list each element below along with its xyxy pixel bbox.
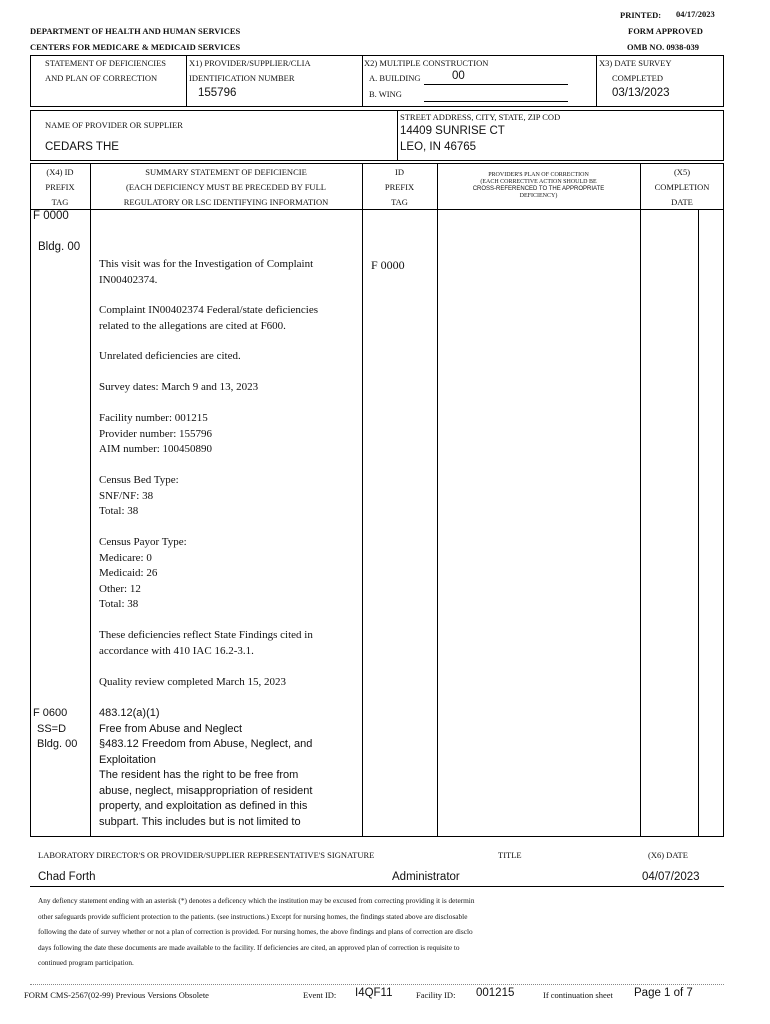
disclaimer-text: Any defiency statement ending with an asterisk (*) denotes a deficency which the institution may be excused from correcting providing it is determin other safeguards provide sufficient protection to the patients. (see instructions.) Except for nursing homes, the findings stated above are disclosable following the date of survey whether or not a plan of correction is provided. For nursing homes, the above findings and plans of correction are disclo days following the date these documents are made available to the facility. If deficiencies are cited, an approved plan of correction is requisite to continued program participation.	[38, 896, 475, 968]
provider-id-label: X1) PROVIDER/SUPPLIER/CLIA	[189, 58, 311, 68]
form-approved: FORM APPROVED	[628, 26, 703, 36]
signature-title: Administrator	[392, 871, 460, 883]
tag-f0600: F 0600	[33, 707, 68, 719]
event-id-value: I4QF11	[355, 987, 393, 999]
tag-f0000-right: F 0000	[371, 258, 405, 272]
multiple-construction-label: X2) MULTIPLE CONSTRUCTION	[364, 58, 489, 68]
summary-header-3: REGULATORY OR LSC IDENTIFYING INFORMATION	[123, 197, 329, 207]
summary-paragraph-7: Census Payor Type: Medicare: 0 Medicaid: 26 Other: 12 Total: 38	[99, 536, 187, 610]
continuation-label: If continuation sheet	[543, 990, 613, 1000]
summary-paragraph-6: Census Bed Type: SNF/NF: 38 Total: 38	[99, 474, 179, 517]
bldg-label-2: Bldg. 00	[37, 738, 78, 750]
street-address-label: STREET ADDRESS, CITY, STATE, ZIP COD	[400, 112, 561, 122]
signature-label: LABORATORY DIRECTOR'S OR PROVIDER/SUPPLIER REPRESENTATIVE'S SIGNATURE	[38, 850, 375, 860]
summary-paragraph-3: Unrelated deficiencies are cited.	[99, 350, 241, 362]
plan-header-3: CROSS-REFERENCED TO THE APPROPRIATE	[472, 186, 605, 192]
facility-id-label: Facility ID:	[416, 990, 456, 1000]
scope-severity: SS=D	[37, 722, 67, 735]
statement-label-1: STATEMENT OF DEFICIENCIES	[45, 58, 167, 68]
summary-paragraph-1: This visit was for the Investigation of Complaint IN00402374.	[99, 258, 314, 286]
tag-f0600-block	[33, 706, 77, 753]
summary-header-2: (EACH DEFICIENCY MUST BE PRECEDED BY FULL	[126, 182, 326, 192]
wing-label: B. WING	[369, 89, 402, 99]
summary-paragraph-2: Complaint IN00402374 Federal/state deficiencies related to the allegations are cited at F600.	[99, 304, 319, 332]
page-number: Page 1 of 7	[634, 987, 693, 999]
x6-date-label: (X6) DATE	[648, 850, 688, 860]
summary-paragraph-5: Facility number: 001215 Provider number: 155796 AIM number: 100450890	[99, 412, 213, 455]
form-number: FORM CMS-2567(02-99) Previous Versions Obsolete	[24, 990, 209, 1000]
provider-name-value: CEDARS THE	[45, 141, 119, 153]
x4-header-2: PREFIX	[45, 182, 75, 192]
facility-id-value: 001215	[476, 987, 515, 999]
provider-address-table	[30, 110, 724, 161]
building-value: 00	[452, 70, 465, 82]
date-survey-value: 03/13/2023	[612, 87, 670, 99]
plan-header-1: PROVIDER'S PLAN OF CORRECTION	[488, 172, 589, 178]
street-address-line-2: LEO, IN 46765	[400, 141, 477, 153]
tag-f0000: F 0000	[33, 210, 69, 222]
signature-date: 04/07/2023	[642, 871, 700, 883]
provider-id-label-2: IDENTIFICATION NUMBER	[189, 73, 295, 83]
centers-name: CENTERS FOR MEDICARE & MEDICAID SERVICES	[30, 42, 241, 52]
plan-header-4: DEFICIENCY)	[519, 193, 558, 199]
signature-name: Chad Forth	[38, 871, 96, 883]
x4-header-3: TAG	[51, 197, 69, 207]
id-header-1: ID	[395, 167, 404, 177]
summary-paragraph-9: Quality review completed March 15, 2023	[99, 676, 286, 688]
summary-paragraph-8: These deficiencies reflect State Findings cited in accordance with 410 IAC 16.2-3.1.	[99, 629, 313, 657]
omb-number: OMB NO. 0938-039	[627, 42, 700, 52]
x5-header-1: (X5)	[673, 167, 691, 177]
completed-label: COMPLETED	[612, 73, 663, 83]
summary-header-1: SUMMARY STATEMENT OF DEFICIENCIE	[145, 167, 307, 177]
printed-date: 04/17/2023	[676, 9, 715, 19]
provider-id-value: 155796	[198, 87, 237, 99]
x5-header-2: COMPLETION	[654, 182, 710, 192]
title-label: TITLE	[498, 850, 522, 860]
id-header-2: PREFIX	[384, 182, 415, 192]
building-label: A. BUILDING	[369, 73, 421, 83]
department-name: DEPARTMENT OF HEALTH AND HUMAN SERVICES	[30, 26, 241, 36]
f600-description: 483.12(a)(1) Free from Abuse and Neglect §483.12 Freedom from Abuse, Neglect, and Exploitation The resident has the right to be free from abuse, neglect, misappropriation of resident property, and exploitation as defined in this subpart. This includes but is not limited to	[99, 707, 313, 828]
id-header-3: TAG	[391, 197, 408, 207]
plan-header-2: (EACH CORRECTIVE ACTION SHOULD BE	[480, 179, 597, 185]
x4-header-1: (X4) ID	[46, 167, 74, 177]
event-id-label: Event ID:	[303, 990, 337, 1000]
bldg-label-1: Bldg. 00	[38, 241, 81, 253]
date-survey-label: X3) DATE SURVEY	[599, 58, 672, 68]
street-address-line-1: 14409 SUNRISE CT	[400, 125, 505, 137]
printed-label: PRINTED:	[620, 10, 662, 20]
statement-label-2: AND PLAN OF CORRECTION	[45, 73, 158, 83]
x5-header-3: DATE	[671, 197, 693, 207]
provider-name-label: NAME OF PROVIDER OR SUPPLIER	[45, 120, 183, 130]
summary-paragraph-4: Survey dates: March 9 and 13, 2023	[99, 381, 259, 393]
